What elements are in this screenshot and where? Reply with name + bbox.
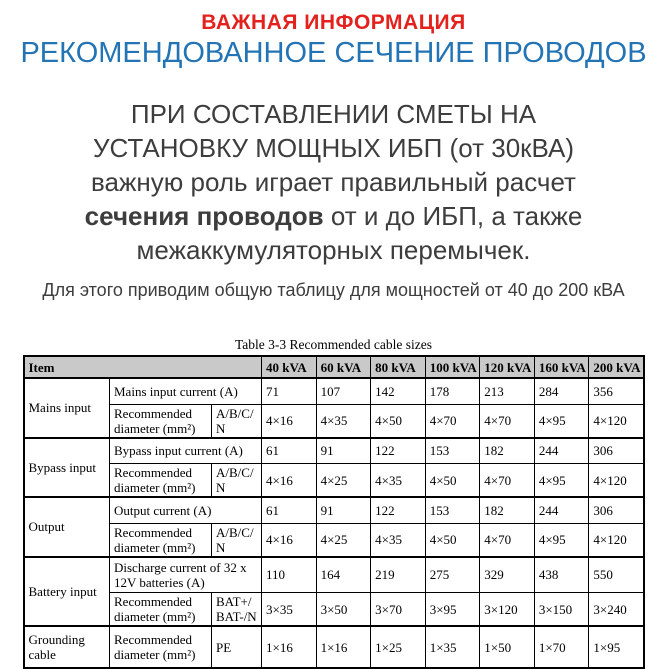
table-header-120-kva: 120 kVA — [480, 356, 535, 378]
table-intro-note: Для этого приводим общую таблицу для мощностей от 40 до 200 кВА — [42, 280, 625, 300]
intro-paragraph-line — [0, 131, 667, 165]
row-label: Recommended diameter (mm²) — [110, 593, 212, 627]
value-cell: 3×150 — [534, 593, 589, 627]
value-cell: 550 — [589, 557, 644, 593]
value-cell: 4×35 — [316, 404, 371, 438]
value-cell: 1×50 — [480, 626, 535, 668]
intro-paragraph-text: важную роль играет правильный расчет — [91, 167, 576, 197]
value-cell: 122 — [371, 497, 426, 523]
row-group-label: Grounding cable — [24, 626, 110, 668]
value-cell: 4×70 — [480, 404, 535, 438]
table-header-80-kva: 80 kVA — [371, 356, 426, 378]
table-row — [24, 557, 644, 593]
value-cell: 71 — [262, 378, 317, 404]
value-cell: 122 — [371, 438, 426, 464]
row-label: Recommended diameter (mm²) — [110, 464, 212, 498]
value-cell: 4×16 — [262, 404, 317, 438]
value-cell: 4×95 — [534, 523, 589, 557]
value-cell: 244 — [534, 438, 589, 464]
value-cell: 110 — [262, 557, 317, 593]
value-cell: 4×50 — [425, 464, 480, 498]
value-cell: 4×35 — [371, 523, 426, 557]
value-cell: 4×95 — [534, 404, 589, 438]
important-info-heading: ВАЖНАЯ ИНФОРМАЦИЯ — [201, 11, 466, 34]
intro-paragraph-text: УСТАНОВКУ МОЩНЫХ ИБП (от 30кВА) — [92, 133, 575, 163]
table-row — [24, 404, 644, 438]
table-row — [24, 438, 644, 464]
table-row — [24, 497, 644, 523]
value-cell: 164 — [316, 557, 371, 593]
value-cell: 178 — [425, 378, 480, 404]
value-cell: 275 — [425, 557, 480, 593]
row-label: Discharge current of 32 x 12V batteries (A) — [110, 557, 262, 593]
value-cell: 1×25 — [371, 626, 426, 668]
value-cell: 91 — [316, 497, 371, 523]
value-cell: 4×70 — [480, 464, 535, 498]
table-header-100-kva: 100 kVA — [425, 356, 480, 378]
value-cell: 3×95 — [425, 593, 480, 627]
row-group-label: Output — [24, 497, 110, 557]
table-row — [24, 464, 644, 498]
value-cell: 329 — [480, 557, 535, 593]
value-cell: 61 — [262, 497, 317, 523]
row-label: Recommended diameter (mm²) — [110, 404, 212, 438]
row-phase-label: PE — [212, 626, 262, 668]
intro-paragraph-line — [0, 199, 667, 233]
value-cell: 213 — [480, 378, 535, 404]
intro-paragraph — [0, 97, 667, 267]
intro-paragraph-bold-text: сечения проводов — [84, 201, 324, 231]
value-cell: 1×70 — [534, 626, 589, 668]
row-label: Recommended diameter (mm²) — [110, 626, 212, 668]
value-cell: 438 — [534, 557, 589, 593]
row-group-label: Mains input — [24, 378, 110, 438]
value-cell: 61 — [262, 438, 317, 464]
row-label: Bypass input current (A) — [110, 438, 262, 464]
table-row — [24, 593, 644, 627]
value-cell: 91 — [316, 438, 371, 464]
row-label: Recommended diameter (mm²) — [110, 523, 212, 557]
value-cell: 1×16 — [316, 626, 371, 668]
value-cell: 306 — [589, 438, 644, 464]
row-phase-label: BAT+/BAT-/N — [212, 593, 262, 627]
row-phase-label: A/B/C/N — [212, 523, 262, 557]
table-header-160-kva: 160 kVA — [534, 356, 589, 378]
table-header-40-kva: 40 kVA — [262, 356, 317, 378]
table-row — [24, 626, 644, 668]
value-cell: 1×16 — [262, 626, 317, 668]
intro-paragraph-text: от и до ИБП, а также — [323, 201, 583, 231]
table-header-60-kva: 60 kVA — [316, 356, 371, 378]
row-label: Mains input current (A) — [110, 378, 262, 404]
value-cell: 4×25 — [316, 523, 371, 557]
value-cell: 4×50 — [425, 523, 480, 557]
value-cell: 1×35 — [425, 626, 480, 668]
value-cell: 4×95 — [534, 464, 589, 498]
value-cell: 4×50 — [371, 404, 426, 438]
value-cell: 3×35 — [262, 593, 317, 627]
value-cell: 4×35 — [371, 464, 426, 498]
table-row — [24, 378, 644, 404]
intro-paragraph-line — [0, 165, 667, 199]
value-cell: 182 — [480, 497, 535, 523]
value-cell: 219 — [371, 557, 426, 593]
value-cell: 3×70 — [371, 593, 426, 627]
table-row — [24, 523, 644, 557]
table-header-item: Item — [24, 356, 262, 378]
value-cell: 107 — [316, 378, 371, 404]
table-title: Table 3-3 Recommended cable sizes — [235, 337, 432, 352]
recommended-wire-section-heading: РЕКОМЕНДОВАННОЕ СЕЧЕНИЕ ПРОВОДОВ — [20, 37, 647, 69]
table-header-200-kva: 200 kVA — [589, 356, 644, 378]
value-cell: 142 — [371, 378, 426, 404]
value-cell: 4×25 — [316, 464, 371, 498]
value-cell: 3×240 — [589, 593, 644, 627]
value-cell: 4×70 — [480, 523, 535, 557]
recommended-cable-sizes-table — [23, 355, 645, 669]
row-group-label: Bypass input — [24, 438, 110, 498]
value-cell: 244 — [534, 497, 589, 523]
row-group-label: Battery input — [24, 557, 110, 627]
value-cell: 4×120 — [589, 464, 644, 498]
value-cell: 4×120 — [589, 404, 644, 438]
value-cell: 153 — [425, 497, 480, 523]
value-cell: 3×120 — [480, 593, 535, 627]
value-cell: 4×16 — [262, 523, 317, 557]
value-cell: 4×120 — [589, 523, 644, 557]
value-cell: 356 — [589, 378, 644, 404]
intro-paragraph-line — [0, 233, 667, 267]
value-cell: 4×16 — [262, 464, 317, 498]
row-label: Output current (A) — [110, 497, 262, 523]
intro-paragraph-text: ПРИ СОСТАВЛЕНИИ СМЕТЫ НА — [130, 99, 537, 129]
value-cell: 1×95 — [589, 626, 644, 668]
table-header-row — [24, 356, 644, 378]
value-cell: 284 — [534, 378, 589, 404]
row-phase-label: A/B/C/N — [212, 464, 262, 498]
intro-paragraph-line — [0, 97, 667, 131]
row-phase-label: A/B/C/N — [212, 404, 262, 438]
value-cell: 306 — [589, 497, 644, 523]
intro-paragraph-text: межаккумуляторных перемычек. — [136, 235, 531, 265]
value-cell: 182 — [480, 438, 535, 464]
value-cell: 4×70 — [425, 404, 480, 438]
value-cell: 153 — [425, 438, 480, 464]
value-cell: 3×50 — [316, 593, 371, 627]
